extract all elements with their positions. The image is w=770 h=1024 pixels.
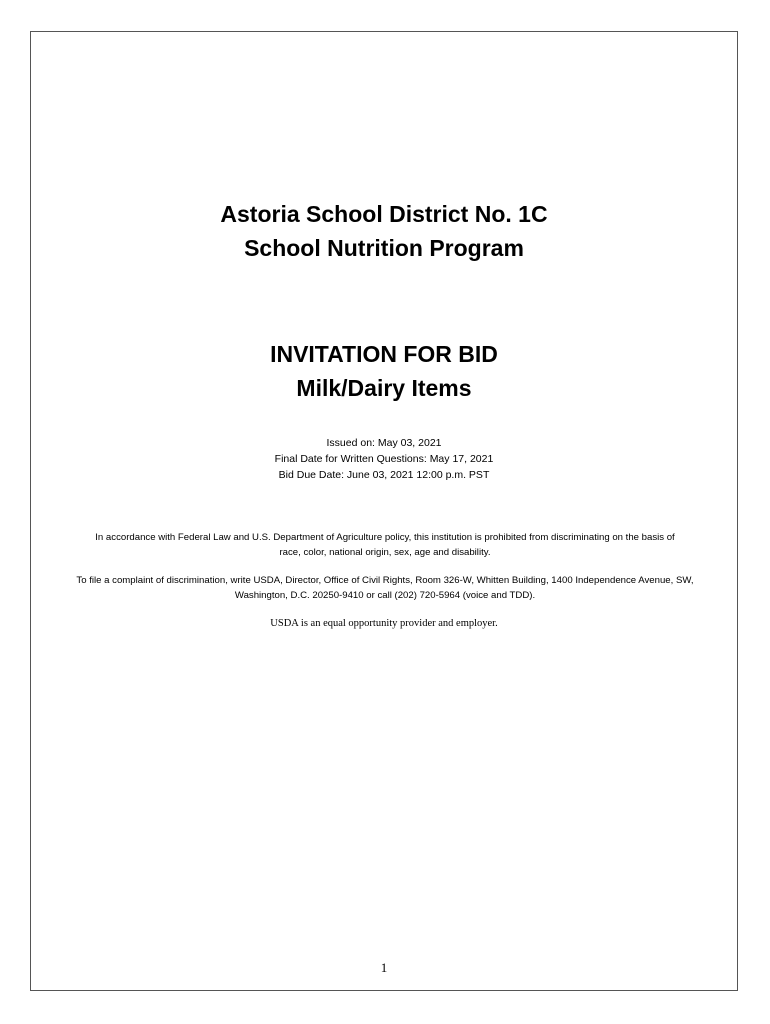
issued-date: Issued on: May 03, 2021 — [326, 437, 442, 449]
bid-subject: Milk/Dairy Items — [296, 375, 472, 401]
due-date: Bid Due Date: June 03, 2021 12:00 p.m. PST — [278, 469, 490, 481]
nondiscrimination-notice: In accordance with Federal Law and U.S. Department of Agriculture policy, this institution is prohibited from discriminating on the basis of race, color, national origin, sex, age and disability. — [95, 532, 675, 558]
district-name: Astoria School District No. 1C — [220, 201, 548, 227]
complaint-notice: To file a complaint of discrimination, write USDA, Director, Office of Civil Rights, Room 326-W, Whitten Building, 1400 Independence Avenue, SW, Washington, D.C. 20250-9410 or call (202) 720-5964 (voice and TDD). — [76, 575, 694, 601]
bid-title — [31, 337, 737, 405]
program-name: School Nutrition Program — [244, 235, 524, 261]
bid-dates — [31, 435, 737, 483]
district-title — [31, 197, 737, 265]
bid-heading: INVITATION FOR BID — [270, 341, 498, 367]
document-page — [30, 31, 738, 991]
page-number: 1 — [380, 960, 388, 975]
equal-opportunity-statement: USDA is an equal opportunity provider and employer. — [270, 618, 498, 629]
questions-date: Final Date for Written Questions: May 17, 2021 — [274, 453, 494, 465]
